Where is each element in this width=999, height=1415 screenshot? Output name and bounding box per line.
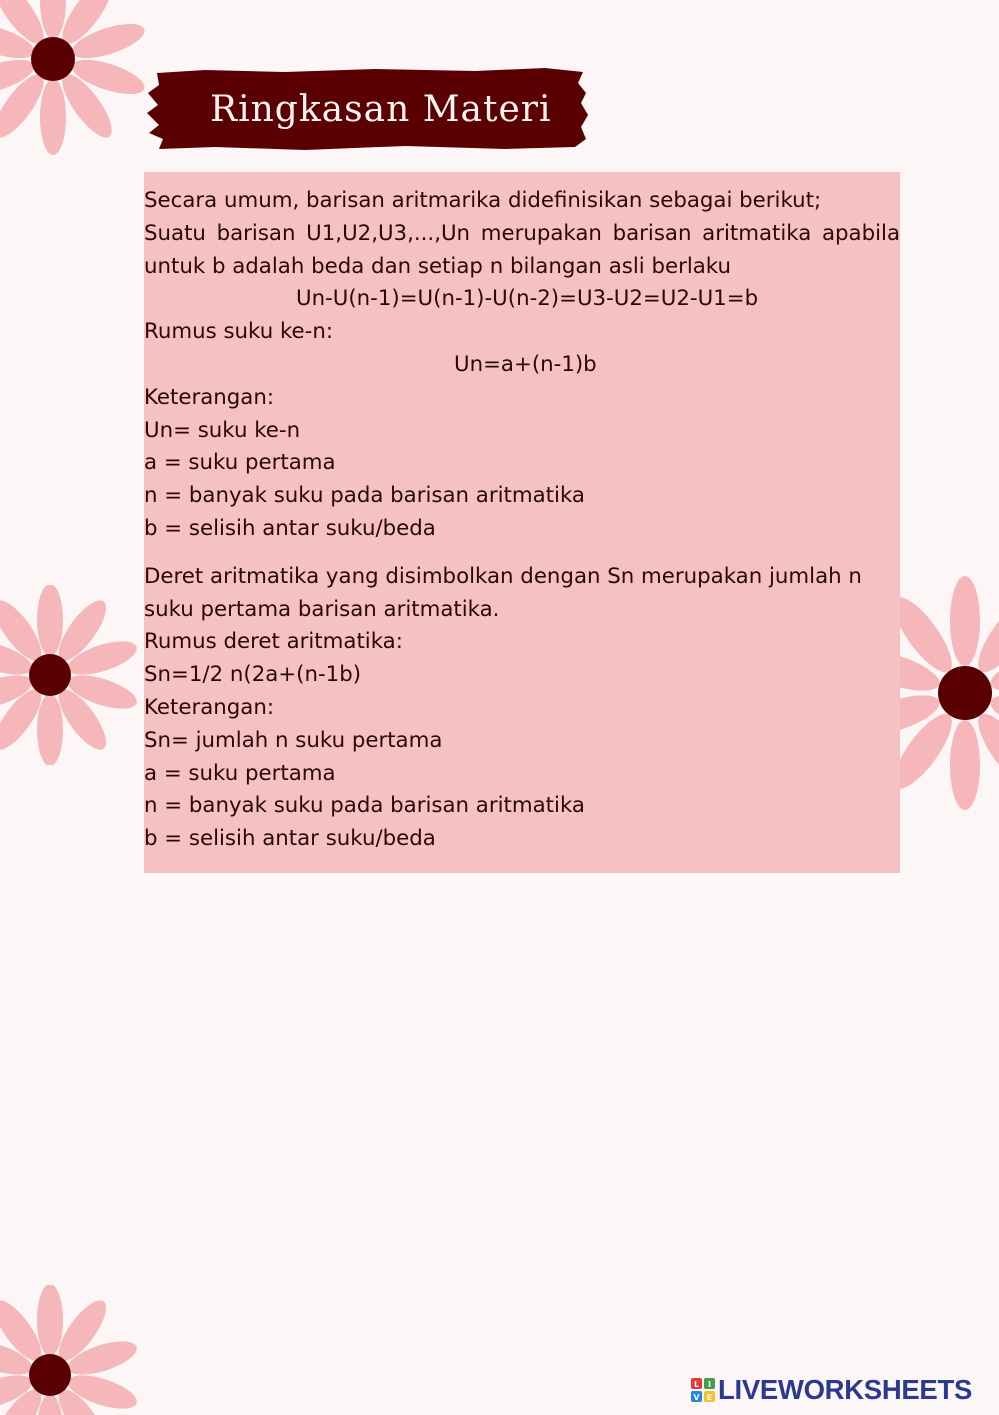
- svg-text:L: L: [693, 1380, 700, 1389]
- svg-text:V: V: [693, 1393, 700, 1402]
- legend-item: a = suku pertama: [144, 450, 336, 476]
- legend-label: Keterangan:: [144, 694, 275, 720]
- definition-text-line-1: Suatu barisan U1,U2,U3,...,Un merupakan barisan aritmatika apabila: [144, 220, 900, 246]
- legend-label: Keterangan:: [144, 384, 275, 410]
- svg-text:I: I: [708, 1380, 711, 1389]
- nth-term-formula: Un=a+(n-1)b: [454, 351, 597, 377]
- legend-item: Sn= jumlah n suku pertama: [144, 727, 443, 753]
- intro-text: Secara umum, barisan aritmarika didefinisikan sebagai berikut;: [144, 188, 822, 213]
- series-intro-line-1: Deret aritmatika yang disimbolkan dengan Sn merupakan jumlah n: [144, 563, 862, 589]
- flower-decoration-top-left: [0, 0, 160, 160]
- series-formula-label: Rumus deret aritmatika:: [144, 629, 403, 655]
- legend-item: b = selisih antar suku/beda: [144, 515, 436, 541]
- page-title: Ringkasan Materi: [210, 89, 552, 130]
- legend-item: n = banyak suku pada barisan aritmatika: [144, 483, 585, 509]
- legend-item: a = suku pertama: [144, 760, 336, 786]
- nth-term-formula-label: Rumus suku ke-n:: [144, 319, 334, 345]
- flower-decoration-bottom-left: [0, 1285, 160, 1415]
- legend-item: Un= suku ke-n: [144, 417, 301, 443]
- definition-text-line-2: untuk b adalah beda dan setiap n bilangan asli berlaku: [144, 253, 731, 279]
- legend-item: b = selisih antar suku/beda: [144, 826, 436, 852]
- liveworksheets-logo-icon: [691, 1378, 715, 1402]
- series-formula: Sn=1/2 n(2a+(n-1b): [144, 662, 362, 688]
- brand-name: LIVEWORKSHEETS: [718, 1374, 973, 1405]
- liveworksheets-watermark[interactable]: [691, 1373, 972, 1407]
- difference-equation: Un-U(n-1)=U(n-1)-U(n-2)=U3-U2=U2-U1=b: [296, 286, 759, 312]
- section-gap: [144, 546, 900, 561]
- flower-decoration-left-middle: [0, 585, 160, 765]
- content-panel: [144, 172, 900, 873]
- svg-text:E: E: [706, 1393, 713, 1402]
- legend-item: n = banyak suku pada barisan aritmatika: [144, 793, 585, 819]
- series-intro-line-2: suku pertama barisan aritmatika.: [144, 596, 500, 622]
